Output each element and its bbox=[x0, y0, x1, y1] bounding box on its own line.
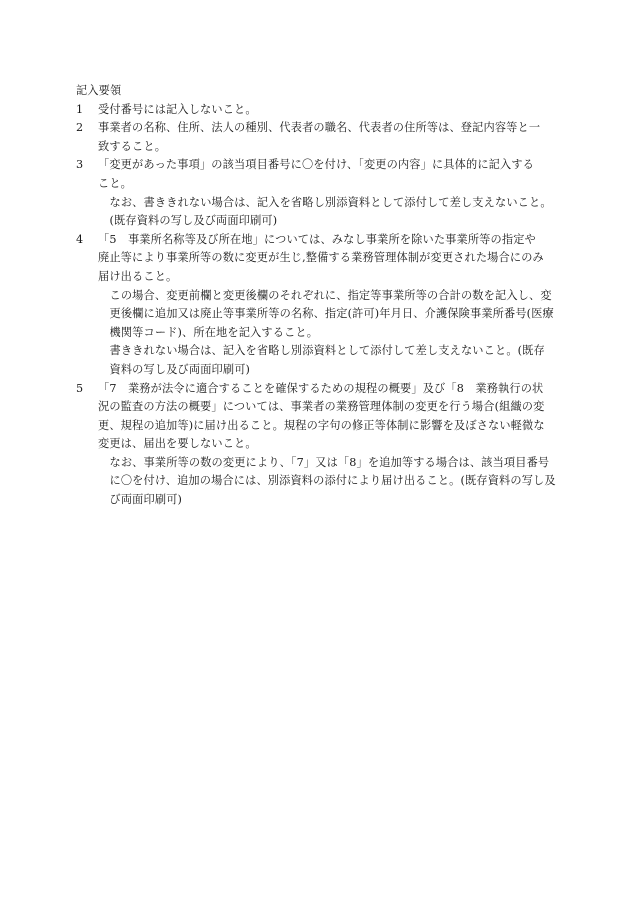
instruction-text-line: こと。 bbox=[98, 176, 133, 190]
instruction-item bbox=[76, 156, 554, 230]
instruction-text-line: 資料の写し及び両面印刷可) bbox=[109, 362, 251, 376]
instruction-text-line: 届け出ること。 bbox=[98, 269, 178, 283]
instruction-text-line: 書ききれない場合は、記入を省略し別添資料として添付して差し支えないこと。(既存 bbox=[109, 344, 545, 358]
instruction-paragraph bbox=[98, 287, 554, 343]
instruction-paragraph bbox=[98, 194, 554, 231]
instruction-text-line: 受付番号には記入しないこと。 bbox=[98, 102, 257, 116]
instruction-paragraph bbox=[98, 342, 554, 379]
instruction-number: 3 bbox=[76, 158, 84, 172]
instruction-paragraph bbox=[98, 380, 554, 454]
instruction-number: 1 bbox=[76, 102, 84, 116]
instruction-text-line: 更、規程の追加等)に届け出ること。規程の字句の修正等体制に影響を及ぼさない軽微な bbox=[98, 418, 545, 432]
instruction-item bbox=[76, 119, 554, 156]
instructions-list bbox=[76, 101, 554, 510]
instruction-text-line: 況の監査の方法の概要」については、事業者の業務管理体制の変更を行う場合(組織の変 bbox=[98, 400, 545, 414]
instruction-text-line: 更後欄に追加又は廃止等事業所等の名称、指定(許可)年月日、介護保険事業所番号(医療 bbox=[109, 307, 554, 321]
instruction-text-line: 事業者の名称、住所、法人の種別、代表者の職名、代表者の住所等は、登記内容等と一 bbox=[98, 121, 541, 135]
instruction-item bbox=[76, 380, 554, 510]
instruction-number: 4 bbox=[76, 232, 84, 246]
instruction-text-line: び両面印刷可) bbox=[109, 493, 183, 507]
instruction-text-line: なお、事業所等の数の変更により、「7」又は「8」を追加等する場合は、該当項目番号 bbox=[109, 455, 550, 469]
instruction-text-line: 「7 業務が法令に適合することを確保するための規程の概要」及び「8 業務執行の状 bbox=[98, 381, 544, 395]
instruction-text-line: 機関等コード)、所在地を記入すること。 bbox=[109, 325, 319, 339]
instruction-text-line: なお、書ききれない場合は、記入を省略し別添資料として添付して差し支えないこと。 bbox=[109, 195, 552, 209]
instructions-section bbox=[76, 82, 554, 510]
instruction-paragraph bbox=[98, 231, 554, 287]
instruction-item bbox=[76, 101, 554, 120]
instruction-paragraph bbox=[98, 101, 554, 120]
instruction-text-line: 変更は、届出を要しないこと。 bbox=[98, 437, 257, 451]
instruction-item bbox=[76, 231, 554, 380]
instruction-text-line: に〇を付け、追加の場合には、別添資料の添付により届け出ること。(既存資料の写し及 bbox=[109, 474, 556, 488]
instruction-text-line: (既存資料の写し及び両面印刷可) bbox=[109, 214, 278, 228]
instruction-number: 2 bbox=[76, 121, 84, 135]
instruction-paragraph bbox=[98, 119, 554, 156]
instruction-text-line: この場合、変更前欄と変更後欄のそれぞれに、指定等事業所等の合計の数を記入し、変 bbox=[109, 288, 552, 302]
instruction-paragraph bbox=[98, 156, 554, 193]
instruction-text-line: 「変更があった事項」の該当項目番号に〇を付け、「変更の内容」に具体的に記入する bbox=[98, 158, 535, 172]
instruction-text-line: 「5 事業所名称等及び所在地」については、みなし事業所を除いた事業所等の指定や bbox=[98, 232, 536, 246]
instructions-heading: 記入要領 bbox=[76, 84, 122, 97]
instruction-paragraph bbox=[98, 454, 554, 510]
instruction-text-line: 致すること。 bbox=[98, 139, 167, 153]
instruction-text-line: 廃止等により事業所等の数に変更が生じ,整備する業務管理体制が変更された場合にのみ bbox=[98, 251, 544, 265]
instruction-number: 5 bbox=[76, 381, 84, 395]
